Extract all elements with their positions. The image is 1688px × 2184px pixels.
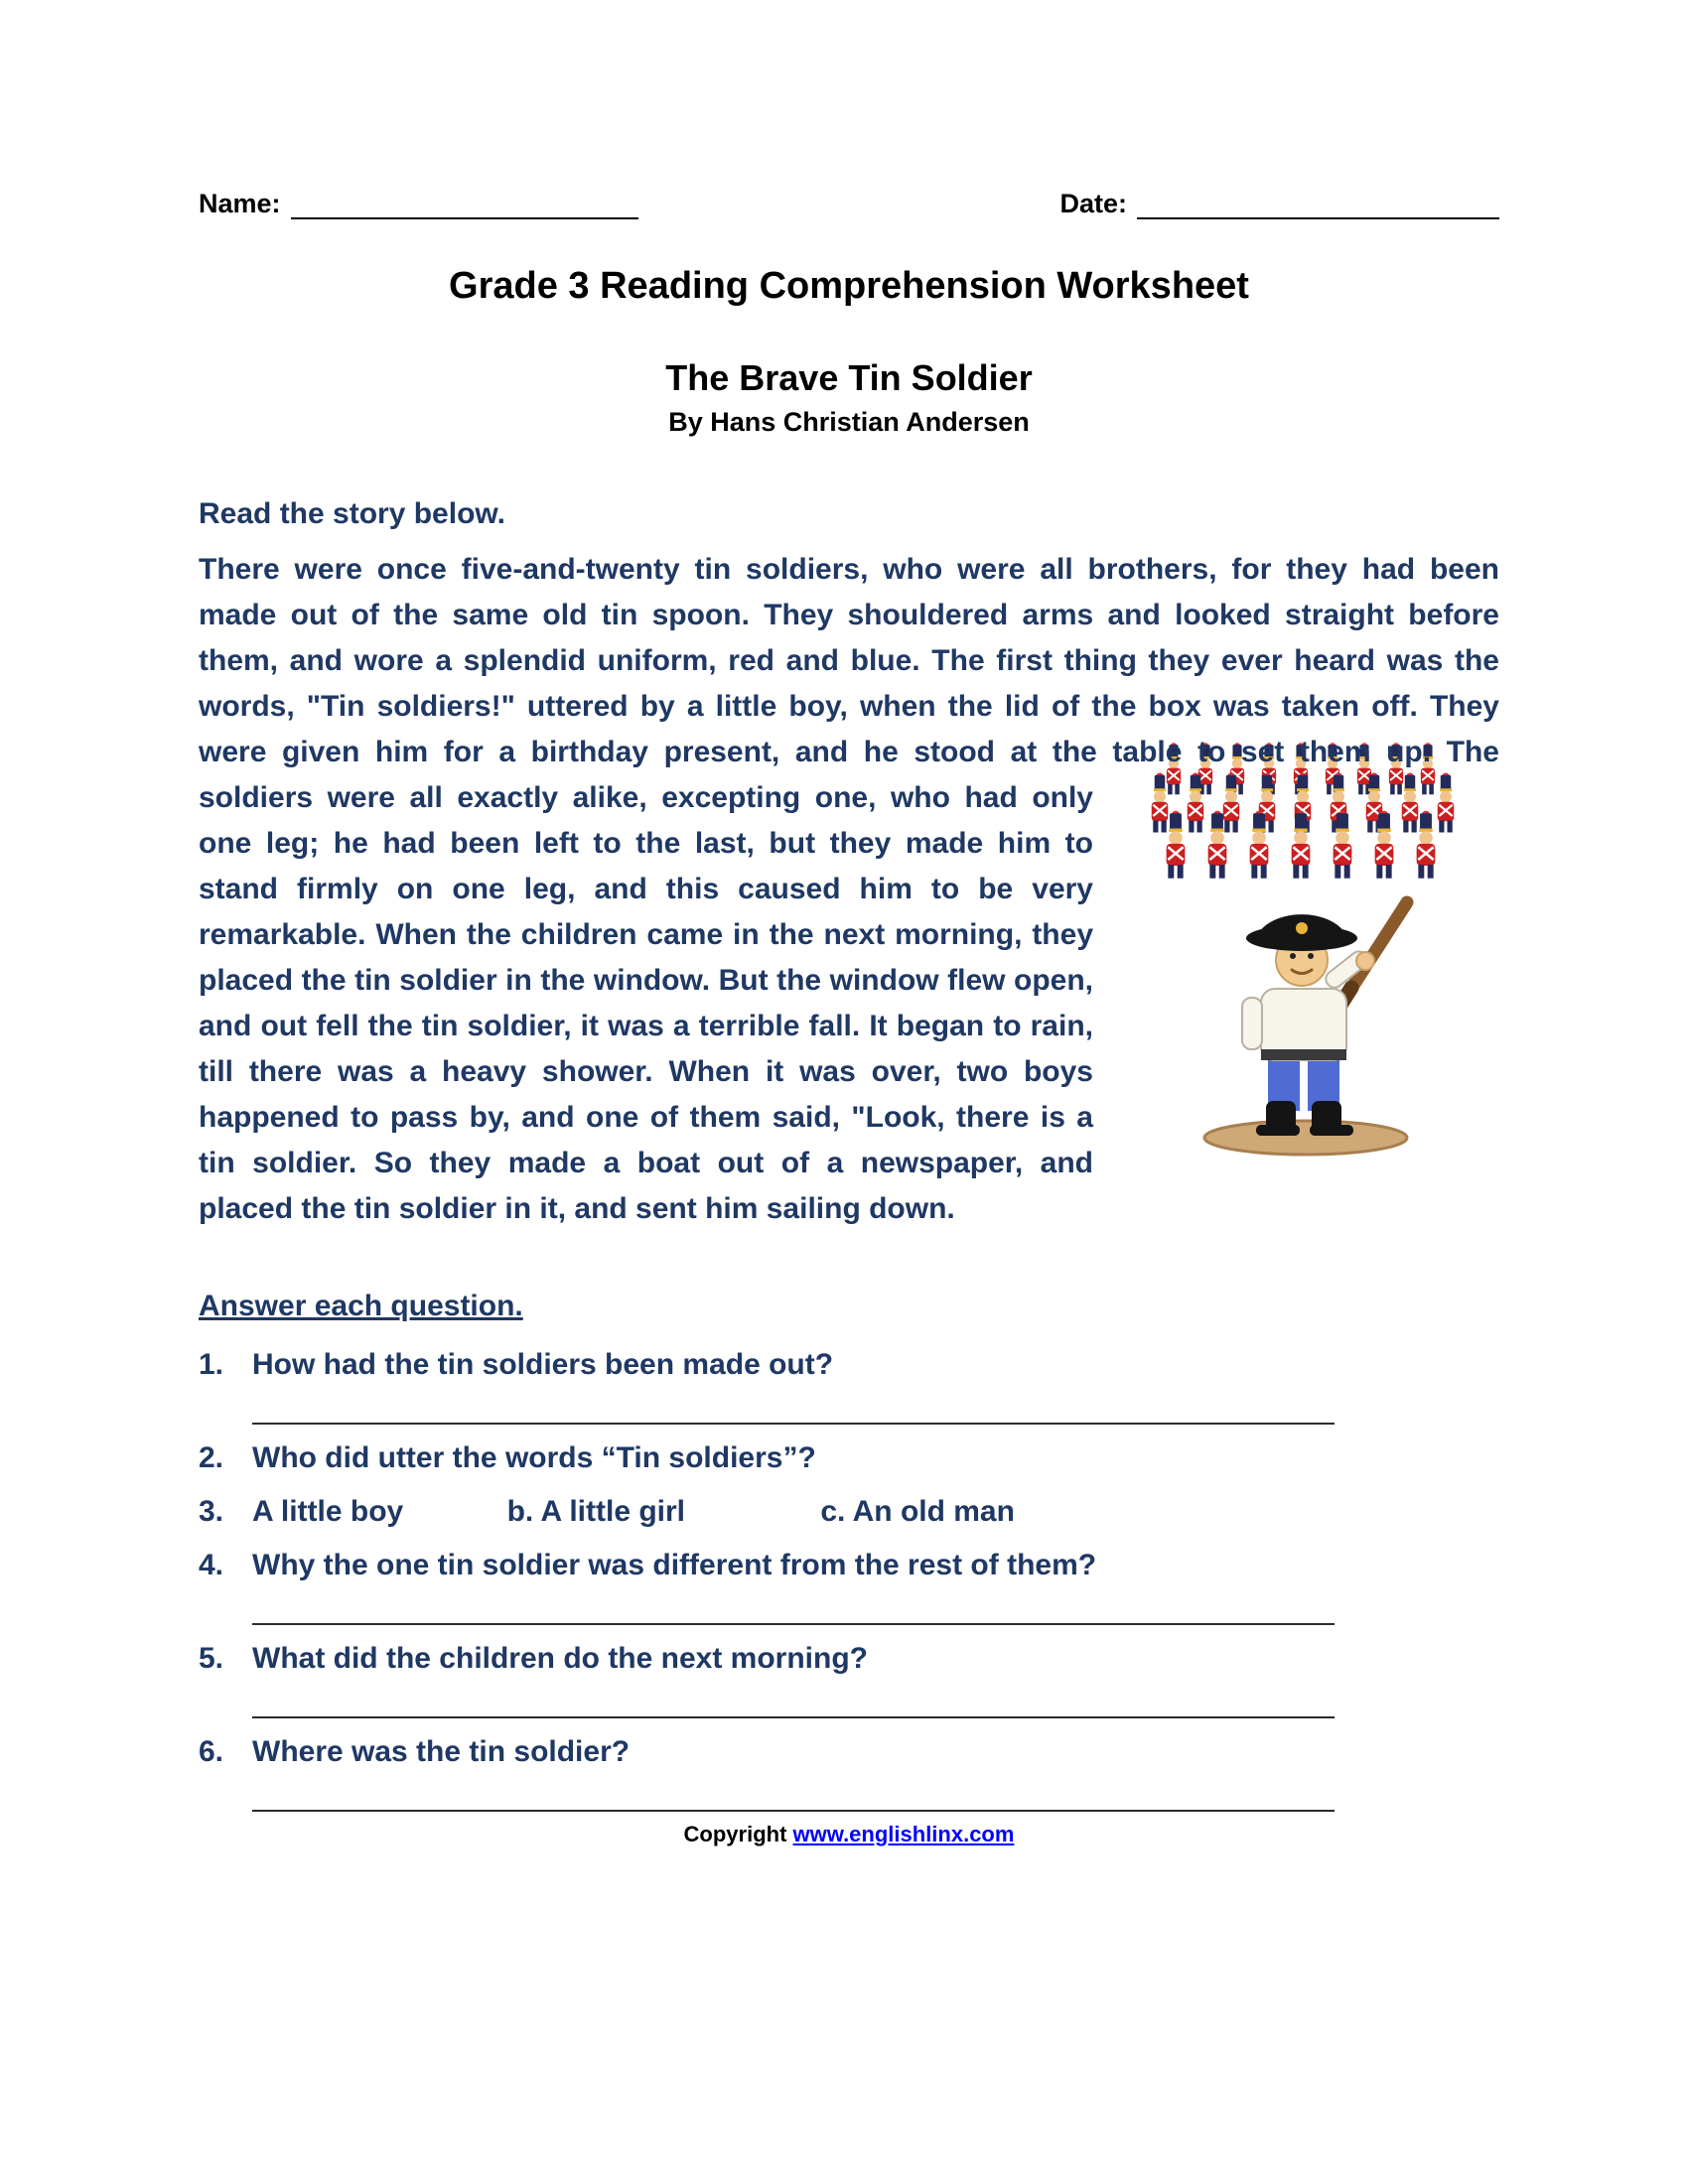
question-3-option-a: A little boy [252,1495,404,1528]
worksheet-title: Grade 3 Reading Comprehension Worksheet [449,265,1249,307]
question-2 [199,1438,1499,1478]
story-paragraph [199,547,1499,1232]
story-byline: By Hans Christian Andersen [668,407,1030,437]
question-6-answer-line [252,1780,1335,1812]
question-4-text: Why the one tin soldier was different from the rest of them? [252,1549,1097,1581]
story-title: The Brave Tin Soldier [665,357,1033,398]
question-1 [199,1345,1499,1385]
question-5-text: What did the children do the next morning? [252,1642,868,1675]
tin-soldier-icon [1204,902,1407,1155]
date-field [1059,189,1499,219]
header-row [199,189,1499,219]
question-5-number: 5. [199,1642,224,1675]
questions-header: Answer each question. [199,1290,523,1322]
question-1-text: How had the tin soldiers been made out? [252,1348,834,1381]
question-4-answer-line [252,1593,1335,1625]
question-3-option-c: c. An old man [820,1495,1015,1528]
footer [199,1822,1499,1847]
read-instructions: Read the story below. [199,497,505,530]
question-3-options [252,1492,1499,1532]
name-field [199,189,638,219]
story-text-part1: There were once five-and-twenty tin soldiers, who were all brothers, for they had been made out of the same old tin spoon. They shouldered arms and looked straight before them, and wore a splendid uniform, red and blue. The first thing they ever heard was the words, "Tin soldiers!" uttered by a little boy, when the lid of the box was taken off. They were given him for a birthday [199,553,1499,768]
questions-section [199,1290,1499,1812]
date-label: Date: [1059,189,1127,218]
question-5 [199,1639,1499,1679]
question-2-text: Who did utter the words “Tin soldiers”? [252,1441,816,1474]
question-6 [199,1732,1499,1772]
date-blank-line [1137,190,1499,219]
story-illustration [1117,736,1499,1162]
story-text-part2: present, and he stood at the table to set them up. The soldiers were all exactly alike, excepting one, who had only one leg; he had been left to the last, but they made him to stand firmly on one leg, and this caused him to be very remarkable. When the children came in the next morning, they placed the tin soldier in the window. But the window flew open, and out fell the tin soldier, it was a terrible fall. It began to rain, till there was a heavy shower. When it was over, two boys happened to pass by, and one of them said, "Look, there is a tin soldier. So they made a boat out of a newspaper, and placed the tin soldier in it, and sent him sailing down. [199,736,1499,1225]
question-6-number: 6. [199,1735,224,1768]
question-1-answer-line [252,1393,1335,1425]
question-3-number: 3. [199,1495,224,1528]
name-blank-line [291,190,638,219]
copyright-label: Copyright [683,1822,793,1846]
question-5-answer-line [252,1687,1335,1718]
question-3-option-b: b. A little girl [506,1495,686,1528]
question-4 [199,1546,1499,1585]
question-1-number: 1. [199,1348,224,1381]
tin-soldiers-clipart [1117,736,1499,1162]
englishlinx-link[interactable]: www.englishlinx.com [792,1822,1015,1846]
question-4-number: 4. [199,1549,224,1581]
question-2-number: 2. [199,1441,224,1474]
question-6-text: Where was the tin soldier? [252,1735,631,1768]
question-3 [199,1492,1499,1532]
name-label: Name: [199,189,281,218]
